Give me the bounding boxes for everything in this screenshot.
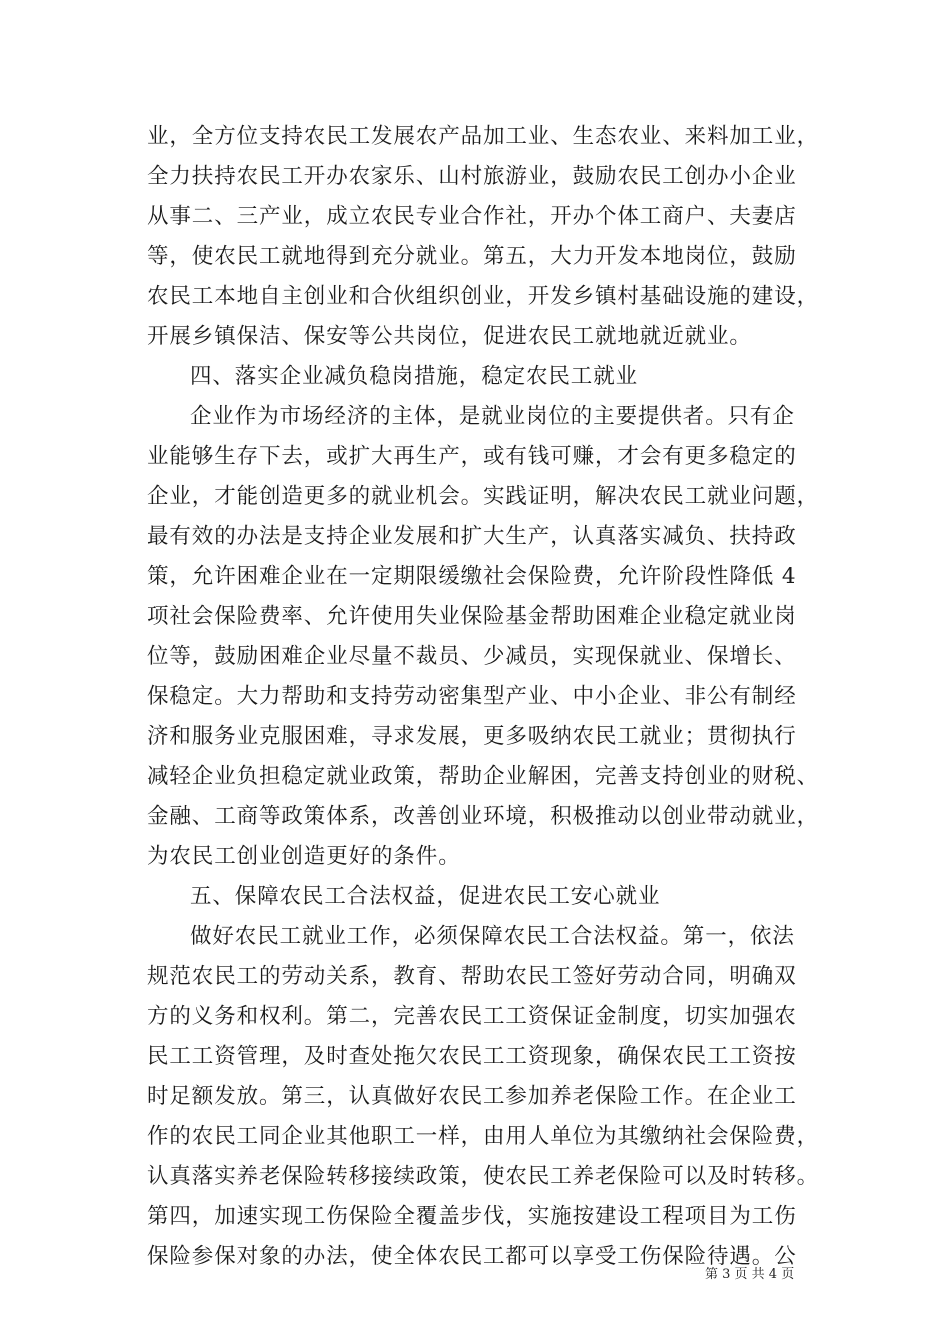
text-line: 认真落实养老保险转移接续政策，使农民工养老保险可以及时转移。 — [147, 1164, 820, 1189]
text-line: 做好农民工就业工作，必须保障农民工合法权益。第一，依法 — [190, 924, 795, 949]
text-line: 最有效的办法是支持企业发展和扩大生产，认真落实减负、扶持政 — [147, 524, 797, 549]
section-heading: 四、落实企业减负稳岗措施，稳定农民工就业 — [190, 364, 639, 389]
text-line: 开展乡镇保洁、保安等公共岗位，促进农民工就地就近就业。 — [147, 324, 752, 349]
text-line: 保险参保对象的办法，使全体农民工都可以享受工伤保险待遇。公 — [147, 1244, 797, 1269]
text-line: 时足额发放。第三，认真做好农民工参加养老保险工作。在企业工 — [147, 1084, 797, 1109]
text-line: 策，允许困难企业在一定期限缓缴社会保险费，允许阶段性降低 4 — [147, 564, 797, 589]
text-line: 第四，加速实现工伤保险全覆盖步伐，实施按建设工程项目为工伤 — [147, 1204, 797, 1229]
text-line: 方的义务和权利。第二，完善农民工工资保证金制度，切实加强农 — [147, 1004, 797, 1029]
text-line: 业能够生存下去，或扩大再生产，或有钱可赚，才会有更多稳定的 — [147, 444, 797, 469]
section-heading: 五、保障农民工合法权益，促进农民工安心就业 — [190, 884, 661, 909]
text-line: 农民工本地自主创业和合伙组织创业，开发乡镇村基础设施的建设， — [147, 284, 820, 309]
text-line: 济和服务业克服困难，寻求发展，更多吸纳农民工就业；贯彻执行 — [147, 724, 797, 749]
text-line: 作的农民工同企业其他职工一样，由用人单位为其缴纳社会保险费， — [147, 1124, 820, 1149]
text-line: 保稳定。大力帮助和支持劳动密集型产业、中小企业、非公有制经 — [147, 684, 797, 709]
text-line: 民工工资管理，及时查处拖欠农民工工资现象，确保农民工工资按 — [147, 1044, 797, 1069]
text-line: 等，使农民工就地得到充分就业。第五，大力开发本地岗位，鼓励 — [147, 244, 797, 269]
text-line: 为农民工创业创造更好的条件。 — [147, 844, 461, 869]
text-line: 金融、工商等政策体系，改善创业环境，积极推动以创业带动就业， — [147, 804, 820, 829]
text-line: 从事二、三产业，成立农民专业合作社，开办个体工商户、夫妻店 — [147, 204, 797, 229]
text-line: 全力扶持农民工开办农家乐、山村旅游业，鼓励农民工创办小企业 — [147, 164, 797, 189]
body-text — [147, 117, 822, 1277]
text-line: 位等，鼓励困难企业尽量不裁员、少减员，实现保就业、保增长、 — [147, 644, 797, 669]
page-number: 第 3 页 共 4 页 — [705, 1267, 795, 1282]
text-line: 业，全方位支持农民工发展农产品加工业、生态农业、来料加工业， — [147, 124, 820, 149]
text-line: 规范农民工的劳动关系，教育、帮助农民工签好劳动合同，明确双 — [147, 964, 797, 989]
text-line: 企业作为市场经济的主体，是就业岗位的主要提供者。只有企 — [190, 404, 795, 429]
text-line: 企业，才能创造更多的就业机会。实践证明，解决农民工就业问题， — [147, 484, 820, 509]
text-line: 项社会保险费率、允许使用失业保险基金帮助困难企业稳定就业岗 — [147, 604, 797, 629]
text-line: 减轻企业负担稳定就业政策，帮助企业解困，完善支持创业的财税、 — [147, 764, 820, 789]
